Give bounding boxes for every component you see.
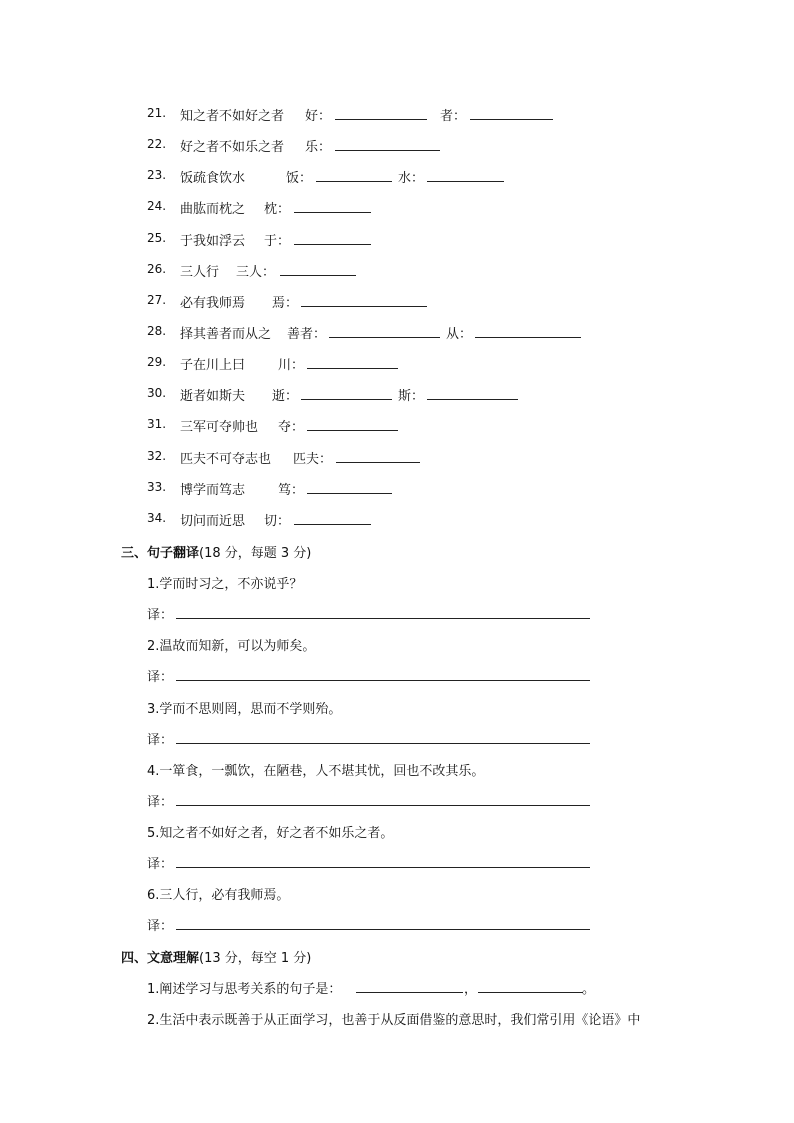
vocab-keyword: 斯： — [398, 389, 425, 404]
vocab-keyword: 善者： — [287, 327, 327, 342]
answer-blank[interactable] — [294, 212, 371, 213]
translation-label: 译： — [147, 608, 174, 623]
comprehension-q2 — [147, 1009, 640, 1028]
section-4-title: 四、文意理解 — [121, 951, 200, 966]
translation-question: 6.三人行，必有我师焉。 — [147, 888, 290, 903]
translation-answer-line[interactable] — [176, 867, 590, 868]
vocab-phrase: 曲肱而枕之 — [180, 202, 246, 217]
vocab-number: 22. — [147, 137, 167, 151]
answer-blank[interactable] — [335, 119, 427, 120]
translation-question: 1.学而时习之，不亦说乎？ — [147, 577, 303, 592]
section-4-heading — [121, 947, 311, 966]
comprehension-q2-text: 2.生活中表示既善于从正面学习，也善于从反面借鉴的意思时，我们常引用《论语》中 — [147, 1013, 641, 1028]
vocab-number: 25. — [147, 231, 167, 245]
translation-answer-line[interactable] — [176, 929, 590, 930]
vocab-phrase: 三军可夺帅也 — [180, 420, 259, 435]
vocab-number: 27. — [147, 293, 167, 307]
vocab-number: 23. — [147, 168, 167, 182]
translation-answer-line[interactable] — [176, 680, 590, 681]
answer-blank[interactable] — [427, 181, 504, 182]
answer-blank[interactable] — [307, 430, 398, 431]
vocab-number: 31. — [147, 417, 167, 431]
comprehension-q1 — [147, 978, 341, 997]
vocab-number: 30. — [147, 386, 167, 400]
vocab-phrase: 切问而近思 — [180, 514, 246, 529]
vocab-keyword: 切： — [264, 514, 291, 529]
vocab-number: 34. — [147, 511, 167, 525]
translation-label: 译： — [147, 919, 174, 934]
vocab-keyword: 者： — [440, 109, 467, 124]
section-4-score: (13 分，每空 1 分) — [199, 951, 312, 966]
vocab-phrase: 必有我师焉 — [180, 296, 246, 311]
vocab-number: 26. — [147, 262, 167, 276]
answer-blank[interactable] — [301, 306, 427, 307]
vocab-number: 21. — [147, 106, 167, 120]
answer-blank[interactable] — [280, 275, 356, 276]
vocab-keyword: 匹夫： — [293, 452, 333, 467]
answer-blank[interactable] — [470, 119, 553, 120]
vocab-keyword: 川： — [278, 358, 305, 373]
translation-label: 译： — [147, 795, 174, 810]
translation-label: 译： — [147, 733, 174, 748]
vocab-keyword: 乐： — [305, 140, 332, 155]
vocab-keyword: 好： — [305, 109, 332, 124]
translation-question: 2.温故而知新，可以为师矣。 — [147, 639, 316, 654]
vocab-keyword: 枕： — [264, 202, 291, 217]
translation-label: 译： — [147, 670, 174, 685]
vocab-number: 24. — [147, 199, 167, 213]
answer-blank[interactable] — [335, 150, 440, 151]
vocab-keyword: 夺： — [278, 420, 305, 435]
answer-blank[interactable] — [301, 399, 392, 400]
translation-answer-line[interactable] — [176, 805, 590, 806]
translation-question: 5.知之者不如好之者，好之者不如乐之者。 — [147, 826, 394, 841]
vocab-number: 32. — [147, 449, 167, 463]
vocab-keyword: 逝： — [272, 389, 299, 404]
q1-comma: ， — [464, 982, 478, 997]
answer-blank[interactable] — [329, 337, 440, 338]
vocab-phrase: 三人行 — [180, 265, 220, 280]
vocab-keyword: 饭： — [286, 171, 313, 186]
section-3-heading — [121, 542, 311, 561]
vocab-keyword: 从： — [446, 327, 473, 342]
answer-blank[interactable] — [307, 368, 398, 369]
translation-label: 译： — [147, 857, 174, 872]
q1-blank-2[interactable] — [478, 992, 583, 993]
vocab-phrase: 匹夫不可夺志也 — [180, 452, 272, 467]
answer-blank[interactable] — [427, 399, 518, 400]
answer-blank[interactable] — [475, 337, 581, 338]
vocab-phrase: 子在川上曰 — [180, 358, 246, 373]
comprehension-q1-text: 1.阐述学习与思考关系的句子是： — [147, 982, 342, 997]
vocab-keyword: 笃： — [278, 483, 305, 498]
vocab-phrase: 于我如浮云 — [180, 234, 246, 249]
answer-blank[interactable] — [316, 181, 392, 182]
vocab-number: 29. — [147, 355, 167, 369]
section-3-score: (18 分，每题 3 分) — [199, 546, 312, 561]
vocab-number: 33. — [147, 480, 167, 494]
translation-question: 4.一箪食，一瓢饮，在陋巷，人不堪其忧，回也不改其乐。 — [147, 764, 485, 779]
vocab-phrase: 逝者如斯夫 — [180, 389, 246, 404]
vocab-keyword: 于： — [264, 234, 291, 249]
vocab-phrase: 饭疏食饮水 — [180, 171, 246, 186]
q1-blank-1[interactable] — [356, 992, 463, 993]
vocab-keyword: 焉： — [272, 296, 299, 311]
answer-blank[interactable] — [294, 244, 371, 245]
translation-answer-line[interactable] — [176, 618, 590, 619]
vocab-phrase: 好之者不如乐之者 — [180, 140, 285, 155]
vocab-keyword: 水： — [398, 171, 425, 186]
vocab-phrase: 择其善者而从之 — [180, 327, 272, 342]
translation-answer-line[interactable] — [176, 743, 590, 744]
translation-question: 3.学而不思则罔，思而不学则殆。 — [147, 702, 342, 717]
vocab-phrase: 博学而笃志 — [180, 483, 246, 498]
answer-blank[interactable] — [336, 462, 420, 463]
section-3-title: 三、句子翻译 — [121, 546, 200, 561]
q1-period: 。 — [582, 982, 596, 997]
answer-blank[interactable] — [307, 493, 392, 494]
vocab-number: 28. — [147, 324, 167, 338]
answer-blank[interactable] — [294, 524, 371, 525]
vocab-keyword: 三人： — [236, 265, 276, 280]
vocab-phrase: 知之者不如好之者 — [180, 109, 285, 124]
